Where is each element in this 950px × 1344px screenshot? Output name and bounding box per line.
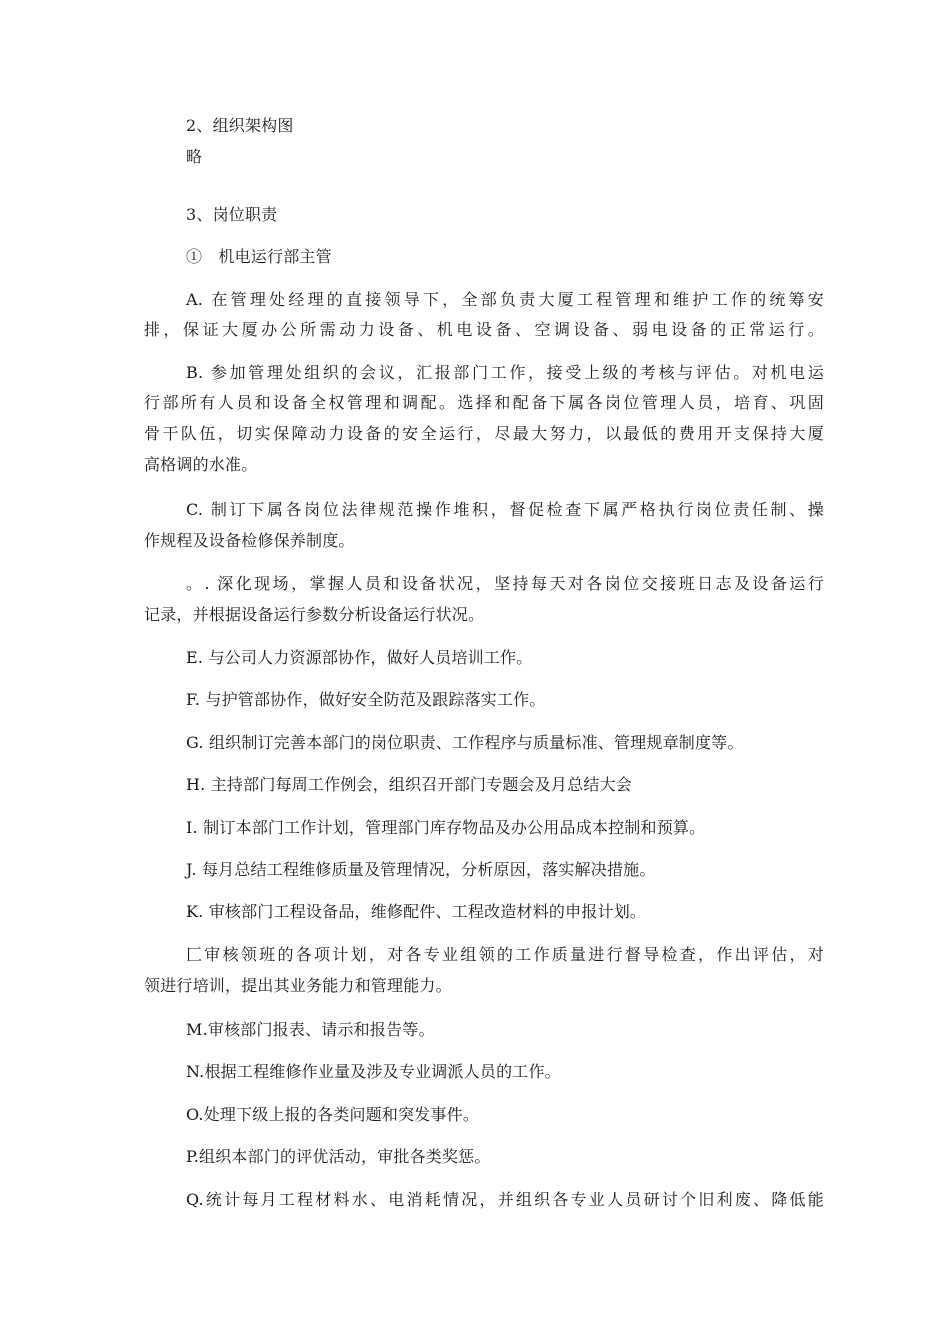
item-c-line-1: C. 制订下属各岗位法律规范操作堆积，督促检查下属严格执行岗位责任制、操	[186, 500, 824, 519]
item-m: M.审核部门报表、请示和报告等。	[186, 1020, 435, 1039]
item-d-line-2: 记录，并根据设备运行参数分析设备运行状况。	[144, 605, 485, 624]
item-e: E. 与公司人力资源部协作，做好人员培训工作。	[186, 648, 533, 667]
item-a-line-1: A. 在管理处经理的直接领导下，全部负责大厦工程管理和维护工作的统筹安	[186, 290, 824, 309]
item-f: F. 与护管部协作，做好安全防范及跟踪落实工作。	[186, 690, 546, 709]
item-k: K. 审核部门工程设备品，维修配件、工程改造材料的申报计划。	[186, 902, 647, 921]
item-j: J. 每月总结工程维修质量及管理情况，分析原因，落实解决措施。	[186, 860, 656, 879]
org-chart-heading: 2、组织架构图	[186, 116, 294, 135]
item-n: N.根据工程维修作业量及涉及专业调派人员的工作。	[186, 1062, 561, 1081]
duties-heading: 3、岗位职责	[186, 205, 278, 224]
item-i: I. 制订本部门工作计划，管理部门库存物品及办公用品成本控制和预算。	[186, 818, 706, 837]
item-b-line-1: B. 参加管理处组织的会议，汇报部门工作，接受上级的考核与评估。对机电运	[186, 363, 824, 382]
item-b-line-2: 行部所有人员和设备全权管理和调配。选择和配备下属各岗位管理人员，培育、巩固	[144, 393, 824, 412]
item-d-line-1: 。. 深化现场，掌握人员和设备状况，坚持每天对各岗位交接班日志及设备运行	[186, 574, 824, 593]
item-l-line-2: 领进行培训，提出其业务能力和管理能力。	[144, 976, 452, 995]
item-q-line-1: Q.统计每月工程材料水、电消耗情况，并组织各专业人员研讨个旧利废、降低能	[186, 1190, 824, 1209]
item-b-line-3: 骨干队伍，切实保障动力设备的安全运行，尽最大努力，以最低的费用开支保持大厦	[144, 424, 824, 443]
item-l-line-1: 匚审核领班的各项计划，对各专业组领的工作质量进行督导检查，作出评估，对	[186, 945, 824, 964]
item-c-line-2: 作规程及设备检修保养制度。	[144, 531, 355, 550]
item-g: G. 组织制订完善本部门的岗位职责、工作程序与质量标准、管理规章制度等。	[186, 733, 744, 752]
org-chart-note: 略	[186, 147, 203, 166]
role-title: ① 机电运行部主管	[186, 247, 332, 266]
item-b-line-4: 高格调的水准。	[144, 455, 258, 474]
item-h: H. 主持部门每周工作例会，组织召开部门专题会及月总结大会	[186, 775, 632, 794]
item-p: P.组织本部门的评优活动，审批各类奖惩。	[186, 1147, 491, 1166]
item-a-line-2: 排，保证大厦办公所需动力设备、机电设备、空调设备、弱电设备的正常运行。	[144, 320, 824, 339]
item-o: O.处理下级上报的各类问题和突发事件。	[186, 1105, 480, 1124]
